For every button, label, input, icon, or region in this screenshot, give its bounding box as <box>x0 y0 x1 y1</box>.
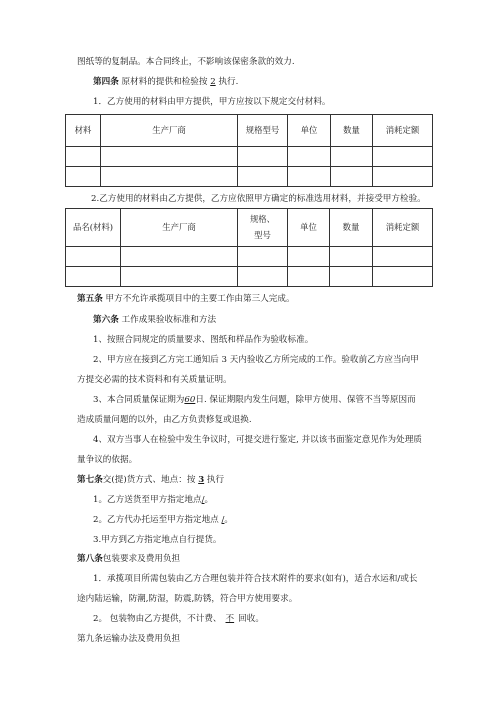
text-line: 图纸等的复制品。本合同终止，不影响该保密条款的效力. <box>77 57 295 67</box>
table-cell <box>66 267 121 287</box>
article-5-heading <box>77 295 295 304</box>
table-header-row <box>66 209 433 247</box>
table-cell <box>330 247 373 267</box>
table-cell <box>288 147 331 167</box>
text-line: 1．承揽项目所需包装由乙方合理包装并符合技术附件的要求(如有)，适合水运和/或长 <box>93 574 418 584</box>
table-cell <box>331 167 373 187</box>
table-cell <box>66 167 101 187</box>
article-text: 执行. <box>215 77 239 87</box>
table-cell <box>66 247 121 267</box>
table-header-cell: 生产厂商 <box>121 209 238 247</box>
article-text: 原材料的提供和检验按 <box>118 77 211 87</box>
table-cell <box>330 267 373 287</box>
article-label: 第八条 <box>77 554 103 564</box>
filled-value: 2 <box>210 77 216 87</box>
table-header-cell: 数量 <box>331 115 373 147</box>
table-cell <box>288 167 331 187</box>
filled-value: / <box>221 515 225 525</box>
text-line: 途内陆运输，防潮,防湿，防震,防锈，符合甲方使用要求。 <box>77 594 298 604</box>
article-label: 第七条 <box>77 475 103 485</box>
filled-value: 3 <box>198 475 205 485</box>
text-segment: 。 <box>204 495 214 505</box>
materials-table-supplied-by-party-a <box>65 114 433 187</box>
table-header-cell: 材料 <box>66 115 101 147</box>
table-cell <box>373 167 433 187</box>
table-cell <box>238 147 288 167</box>
filled-value: 不 <box>225 614 235 624</box>
article-text: 工作成果验收标准和方法 <box>118 315 217 325</box>
text-segment: 2。 包装物由乙方提供，不计费、 <box>93 614 222 624</box>
article-text: 交(提)货方式、地点：按 <box>102 475 199 485</box>
table-cell <box>373 247 433 267</box>
text-line: 量争议的依据。 <box>77 455 138 465</box>
table-row <box>66 147 433 167</box>
table-header-cell: 单位 <box>288 209 330 247</box>
table-cell <box>101 147 238 167</box>
table-cell <box>238 267 288 287</box>
table-header-cell: 消耗定额 <box>373 209 433 247</box>
table-header-cell: 数量 <box>330 209 373 247</box>
text-line: 1．乙方使用的材料由甲方提供，甲方应按以下规定交付材料。 <box>93 97 331 107</box>
text-line: 2.乙方使用的材料由乙方提供，乙方应依照甲方确定的标准选用材料，并接受甲方检验。 <box>91 194 426 204</box>
text-line <box>93 516 233 525</box>
article-text: 甲方不允许承揽项目中的主要工作由第三人完成。 <box>102 294 295 304</box>
text-line: 2、甲方应在接到乙方完工通知后 3 天内验收乙方所完成的工作。验收前乙方应当向甲 <box>93 355 419 365</box>
table-header-row <box>66 115 433 147</box>
text-line <box>93 615 264 624</box>
filled-value: 60 <box>184 395 196 405</box>
table-cell <box>373 147 433 167</box>
text-segment: 2。乙方代办托运至甲方指定地点 <box>93 515 222 525</box>
materials-table-supplied-by-party-b <box>65 208 433 287</box>
article-label: 第四条 <box>93 77 119 87</box>
table-cell <box>288 267 330 287</box>
article-text: 包装要求及费用负担 <box>102 554 181 564</box>
article-9-heading: 第九条运输办法及费用负担 <box>77 634 181 644</box>
text-line: 方提交必需的技术资料和有关质量证明。 <box>77 375 232 385</box>
article-4-heading <box>93 78 238 87</box>
text-segment: 1。乙方送货至甲方指定地点 <box>93 495 202 505</box>
table-header-cell: 规格型号 <box>238 115 288 147</box>
text-line: 1、按照合同规定的质量要求、图纸和样品作为验收标准。 <box>93 335 314 345</box>
table-header-cell: 单位 <box>288 115 331 147</box>
article-label: 第五条 <box>77 294 103 304</box>
table-header-cell: 生产厂商 <box>101 115 238 147</box>
table-row <box>66 267 433 287</box>
table-cell <box>66 147 101 167</box>
text-line: 造成质量问题的以外，由乙方负责修复或退换. <box>77 415 252 425</box>
table-cell <box>331 147 373 167</box>
text-line: 4、双方当事人在检验中发生争议时，可提交进行鉴定, 并以该书面鉴定意见作为处理质 <box>93 435 422 445</box>
table-cell <box>238 167 288 187</box>
table-cell <box>238 247 288 267</box>
table-header-cell: 品名(材料) <box>66 209 121 247</box>
filled-value: / <box>201 495 205 505</box>
table-header-cell: 规格、型号 <box>238 209 288 247</box>
table-cell <box>288 247 330 267</box>
text-line <box>93 396 416 405</box>
text-segment: 3、本合同质量保证期为 <box>93 395 185 405</box>
table-cell <box>373 267 433 287</box>
text-segment: 。 <box>224 515 234 525</box>
article-text: 执行 <box>204 475 225 485</box>
table-cell <box>121 267 238 287</box>
table-row <box>66 247 433 267</box>
article-8-heading <box>77 555 180 564</box>
table-header-cell: 消耗定额 <box>373 115 433 147</box>
text-segment: 日. 保证期限内发生问题，除甲方使用、保管不当等原因而 <box>195 395 416 405</box>
article-6-heading <box>93 316 216 325</box>
table-cell <box>101 167 238 187</box>
text-line: 3.甲方到乙方指定地点自行提货。 <box>93 535 222 545</box>
text-segment: 回收。 <box>238 614 264 624</box>
article-7-heading <box>77 476 224 485</box>
table-row <box>66 167 433 187</box>
article-label: 第六条 <box>93 315 119 325</box>
text-line <box>93 496 213 505</box>
table-cell <box>121 247 238 267</box>
